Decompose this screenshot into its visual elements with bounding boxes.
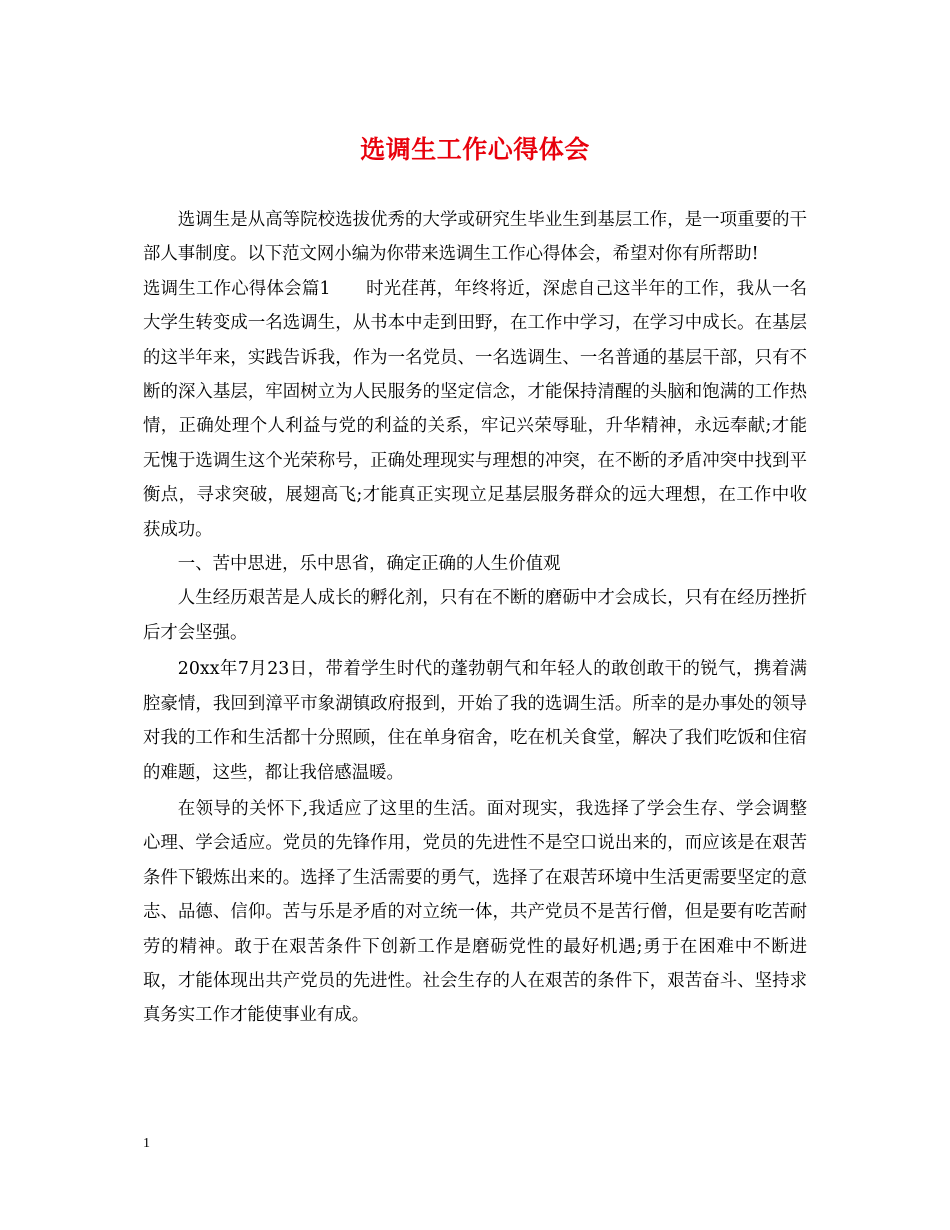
heading-paragraph: 一、苦中思进，乐中思省，确定正确的人生价值观: [177, 554, 561, 575]
body-paragraph: 人生经历艰苦是人成长的孵化剂，只有在不断的磨砺中才会成长，只有在经历挫折后才会坚强。: [143, 588, 807, 643]
section-1-paragraph: 选调生工作心得体会篇1 时光荏苒，年终将近，深虑自己这半年的工作，我从一名大学生转变成一名选调生，从书本中走到田野，在工作中学习，在学习中成长。在基层的这半年来，实践告诉我，作为一名党员、一名选调生、一名普通的基层干部，只有不断的深入基层，牢固树立为人民服务的坚定信念，才能保持清醒的头脑和饱满的工作热情，正确处理个人利益与党的利益的关系，牢记兴荣辱耻，升华精神，永远奉献;才能无愧于选调生这个光荣称号，正确处理现实与理想的冲突，在不断的矛盾冲突中找到平衡点，寻求突破，展翅高飞;才能真正实现立足基层服务群众的远大理想，在工作中收获成功。: [143, 278, 807, 540]
document-title: 选调生工作心得体会: [360, 135, 590, 164]
intro-paragraph: 选调生是从高等院校选拔优秀的大学或研究生毕业生到基层工作，是一项重要的干部人事制度。以下范文网小编为你带来选调生工作心得体会，希望对你有所帮助!: [143, 210, 807, 265]
body-paragraph: 20xx年7月23日，带着学生时代的蓬勃朝气和年轻人的敢创敢干的锐气，携着满腔豪情，我回到漳平市象湖镇政府报到，开始了我的选调生活。所幸的是办事处的领导对我的工作和生活都十分照顾，住在单身宿舍，吃在机关食堂，解决了我们吃饭和住宿的难题，这些，都让我倍感温暖。: [143, 659, 807, 783]
document-body: [143, 203, 807, 1033]
page-number: 1: [143, 1136, 150, 1151]
body-paragraph: 在领导的关怀下,我适应了这里的生活。面对现实，我选择了学会生存、学会调整心理、学会适应。党员的先锋作用，党员的先进性不是空口说出来的，而应该是在艰苦条件下锻炼出来的。选择了生活需要的勇气，选择了在艰苦环境中生活更需要坚定的意志、品德、信仰。苦与乐是矛盾的对立统一体，共产党员不是苦行僧，但是要有吃苦耐劳的精神。敢于在艰苦条件下创新工作是磨砺党性的最好机遇;勇于在困难中不断进取，才能体现出共产党员的先进性。社会生存的人在艰苦的条件下，艰苦奋斗、坚持求真务实工作才能使事业有成。: [143, 798, 807, 1026]
